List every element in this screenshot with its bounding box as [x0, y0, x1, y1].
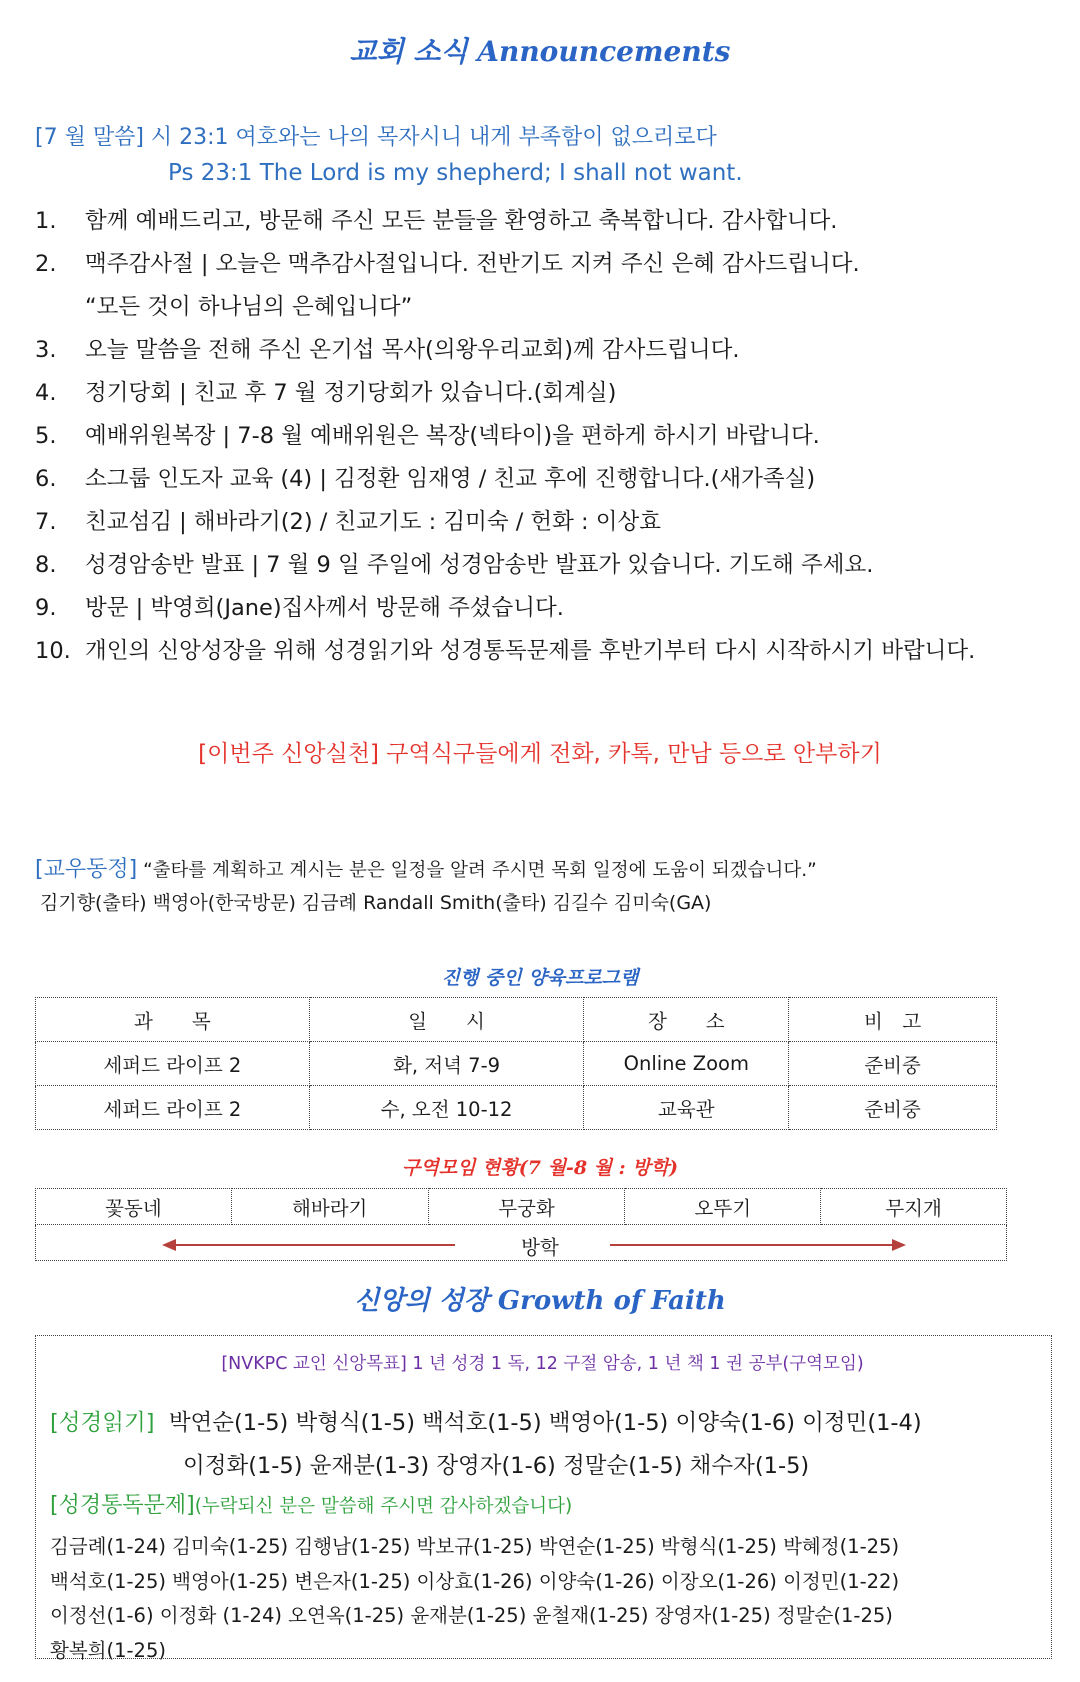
list-item [35, 458, 1065, 501]
district-name: 해바라기 [231, 1189, 428, 1225]
item-text: 함께 예배드리고, 방문해 주신 모든 분들을 환영하고 축복합니다. 감사합니다. [85, 208, 838, 234]
weekly-practice: [이번주 신앙실천] 구역식구들에게 전화, 카톡, 만남 등으로 안부하기 [198, 741, 882, 767]
item-text: 예배위원복장 | 7-8 월 예배위원은 복장(넥타이)을 편하게 하시기 바랍니다. [85, 423, 820, 449]
programs-table [35, 997, 997, 1130]
table-row [36, 1042, 997, 1086]
item-number: 3. [35, 337, 57, 363]
item-number: 5. [35, 423, 57, 449]
table-cell: 화, 저녁 7-9 [309, 1042, 584, 1086]
bible-reading-line-1 [50, 1405, 922, 1437]
list-item [35, 587, 1065, 630]
column-header: 과 목 [36, 998, 310, 1042]
item-number: 1. [35, 208, 57, 234]
column-header: 비 고 [789, 998, 997, 1042]
item-text: 맥주감사절 | 오늘은 맥추감사절입니다. 전반기도 지켜 주신 은혜 감사드립니다. [85, 251, 860, 277]
list-item [35, 544, 1065, 587]
bible-reading-tag: [성경읽기] [50, 1410, 155, 1436]
bible-quiz-names [50, 1530, 1050, 1668]
quiz-names-line: 이정선(1-6) 이정화 (1-24) 오연옥(1-25) 윤재분(1-25) 윤철재(1-25) 장영자(1-25) 정말순(1-25) [50, 1604, 893, 1627]
column-header: 장 소 [584, 998, 789, 1042]
district-name: 무궁화 [428, 1189, 625, 1225]
item-text: 소그룹 인도자 교육 (4) | 김정환 임재영 / 친교 후에 진행합니다.(새가족실) [85, 466, 816, 492]
quiz-names-line: 백석호(1-25) 백영아(1-25) 변은자(1-25) 이상효(1-26) 이양숙(1-26) 이장오(1-26) 이정민(1-22) [50, 1569, 900, 1593]
item-number: 6. [35, 466, 57, 492]
item-number: 7. [35, 509, 57, 535]
item-number: 2. [35, 251, 57, 277]
item-number: 4. [35, 380, 57, 406]
bible-reading-line-2: 이정화(1-5) 윤재분(1-3) 장영자(1-6) 정말순(1-5) 채수자(1-5) [183, 1453, 810, 1479]
table-cell: 준비중 [789, 1042, 997, 1086]
district-name: 무지개 [821, 1189, 1007, 1225]
item-quote: “모든 것이 하나님의 은혜입니다” [85, 294, 413, 320]
district-name: 오뚜기 [625, 1189, 821, 1225]
programs-title: 진행 중인 양육프로그램 [441, 967, 639, 989]
members-news-tag: [교우동정] [35, 857, 138, 882]
members-news [35, 852, 817, 883]
list-item [35, 372, 1065, 415]
members-news-names: 김기향(출타) 백영아(한국방문) 김금례 Randall Smith(출타) 김길수 김미숙(GA) [40, 892, 712, 914]
table-cell: 세퍼드 라이프 2 [36, 1086, 310, 1130]
growth-title: 신앙의 성장 Growth of Faith [354, 1286, 726, 1316]
announcement-list [35, 200, 1065, 673]
item-number: 10. [35, 638, 71, 664]
list-item [35, 630, 1065, 673]
quiz-names-line: 김금례(1-24) 김미숙(1-25) 김행남(1-25) 박보규(1-25) 박연순(1-25) 박형식(1-25) 박혜정(1-25) [50, 1535, 900, 1558]
item-text: 개인의 신앙성장을 위해 성경읽기와 성경통독문제를 후반기부터 다시 시작하시기 바랍니다. [85, 638, 976, 664]
list-item [35, 243, 1065, 329]
table-cell: 준비중 [789, 1086, 997, 1130]
bible-quiz-heading [50, 1488, 572, 1519]
table-row [36, 1086, 997, 1130]
list-item [35, 415, 1065, 458]
list-item [35, 501, 1065, 544]
bible-quiz-note: (누락되신 분은 말씀해 주시면 감사하겠습니다) [194, 1496, 573, 1517]
item-text: 친교섬김 | 해바라기(2) / 친교기도 : 김미숙 / 헌화 : 이상효 [85, 509, 661, 535]
table-cell: 교육관 [584, 1086, 789, 1130]
members-news-quote: “출타를 계획하고 계시는 분은 일정을 알려 주시면 목회 일정에 도움이 되겠습니다.” [143, 860, 817, 881]
item-text: 오늘 말씀을 전해 주신 온기섭 목사(의왕우리교회)께 감사드립니다. [85, 337, 740, 363]
vacation-label: 방학 [521, 1236, 559, 1259]
bible-reading-names: 박연순(1-5) 박형식(1-5) 백석호(1-5) 백영아(1-5) 이양숙(1-6) 이정민(1-4) [168, 1410, 922, 1436]
table-cell: 세퍼드 라이프 2 [36, 1042, 310, 1086]
item-text: 방문 | 박영희(Jane)집사께서 방문해 주셨습니다. [85, 595, 564, 621]
quiz-names-line: 황복희(1-25) [50, 1638, 166, 1662]
list-item [35, 329, 1065, 372]
column-header: 일 시 [309, 998, 584, 1042]
faith-goal: [NVKPC 교인 신앙목표] 1 년 성경 1 독, 12 구절 암송, 1 년 책 1 권 공부(구역모임) [221, 1354, 864, 1374]
table-row [36, 1189, 1007, 1225]
item-text: 정기당회 | 친교 후 7 월 정기당회가 있습니다.(회계실) [85, 380, 617, 406]
districts-title: 구역모임 현황(7 월-8 월 : 방학) [402, 1157, 678, 1179]
table-cell: 수, 오전 10-12 [309, 1086, 584, 1130]
monthly-verse-english: Ps 23:1 The Lord is my shepherd; I shall not want. [168, 160, 743, 186]
table-cell: Online Zoom [584, 1042, 789, 1086]
item-text: 성경암송반 발표 | 7 월 9 일 주일에 성경암송반 발표가 있습니다. 기도해 주세요. [85, 552, 874, 578]
list-item [35, 200, 1065, 243]
monthly-verse-korean: [7 월 말씀] 시 23:1 여호와는 나의 목자시니 내게 부족함이 없으리로다 [35, 125, 717, 150]
page-title: 교회 소식 Announcements [349, 35, 731, 68]
bible-quiz-tag: [성경통독문제] [50, 1493, 195, 1518]
table-header-row [36, 998, 997, 1042]
item-number: 8. [35, 552, 57, 578]
district-name: 꽃동네 [36, 1189, 232, 1225]
item-number: 9. [35, 595, 57, 621]
